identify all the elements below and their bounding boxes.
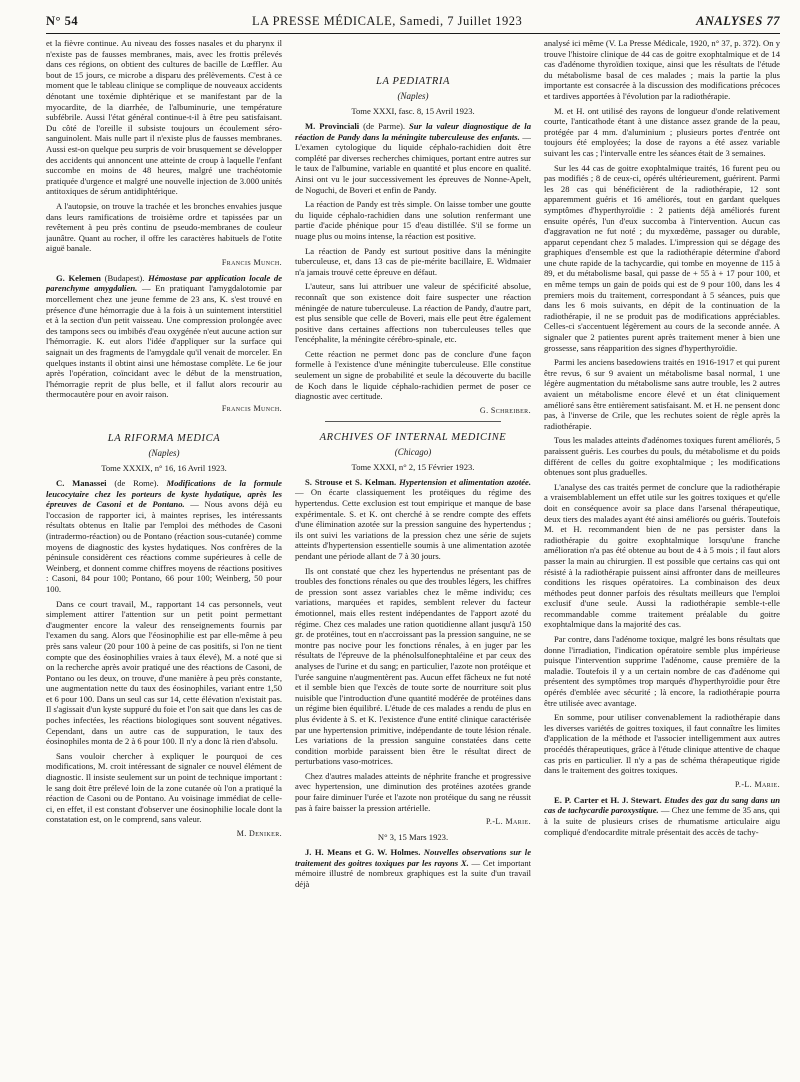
signature: P.-L. Marie.	[734, 779, 780, 789]
journal-issue: Tome XXXIX, n° 16, 16 Avril 1923.	[101, 463, 227, 473]
article-author: E. P. Carter et H. J. Stewart.	[554, 794, 662, 805]
paragraph: analysé ici même (V. La Presse Médicale, 1920, n° 37, p. 372). On y trouve l'histoire clinique de 44 cas de goitre exophtalmique et de 14 cas d'adénome thyroïdien toxique, ainsi que les résultats de l'étude du métabolisme basal de ces malades ; mais la partie la plus importante est consacrée à la discussion des modifications précoces et tardives apportées à l'évolution par la radiothérapie.	[544, 38, 780, 101]
paragraph: La réaction de Pandy est très simple. On laisse tomber une goutte du liquide céphalo-rachidien dans une solution renfermant une partie d'acide phénique pour 15 d'eau distillée. S'il se forme un nuage plus ou moins intense, la réaction est positive.	[295, 199, 531, 241]
article-manassei	[46, 478, 282, 595]
journal-issue: N° 3, 15 Mars 1923.	[377, 832, 449, 843]
journal-section-title: LA RIFORMA MEDICA	[107, 433, 221, 444]
paragraph: Cette réaction ne permet donc pas de conclure d'une façon formelle à l'existence d'une méningite tuberculeuse. Elle constitue seulement un signe de probabilité et seule la découverte du bacille de Koch dans le liquide céphalo-rachidien permet de poser ce diagnostic avec certitude.	[295, 348, 531, 402]
article-text: — On écarte classiquement les protéiques du régime des hypertendus. Cette exclusion est tout empirique et manque de base expérimentale. S. et K. ont cherché à se rendre compte des effets d'une élimination azotée sur la pression sanguine des hypertendus ; ils ont suivi les variations de la pression chez une série de sujets atteints d'hypertension essentielle soumis à une alimentation azotée pendant une période allant de 7 à 30 jours.	[295, 487, 531, 561]
journal-issue: Tome XXXI, n° 2, 15 Février 1923.	[351, 461, 475, 472]
journal-section-title: ARCHIVES OF INTERNAL MEDICINE	[319, 431, 507, 443]
article-title: Sur la valeur diagnostique de la réaction de Pandy dans la méningite tuberculeuse des enfants.	[295, 121, 531, 142]
article-title: Hypertension et alimentation azotée.	[396, 476, 531, 487]
journal-city: (Chicago)	[394, 446, 432, 457]
signature: P.-L. Marie.	[485, 817, 531, 827]
columns	[46, 38, 780, 1072]
author-place: (de Parme).	[359, 121, 409, 131]
article-title: Etudes des gaz du sang dans un cas de tachycardie paroxystique.	[544, 794, 780, 816]
article-kelemen	[46, 273, 282, 400]
author-place: (Budapest).	[100, 272, 149, 283]
paragraph: L'auteur, sans lui attribuer une valeur de spécificité absolue, reconnaît que son existence doit faire suspecter une réaction méningée de nature tuberculeuse. La réaction de Pandy, d'autre part, est plus sensible que celle de Boveri, mais elle peut être également positive dans certaines affections non tuberculeuses telles que l'encéphalite, la méningite cérébro-spinale, etc.	[295, 281, 531, 345]
column-1	[46, 38, 282, 1072]
article-author: C. Manassei	[56, 478, 107, 488]
paragraph: et la fièvre continue. Au niveau des fosses nasales et du pharynx il n'existe pas de fausses membranes, mais, avec les frottis prélevés dans ces régions, on obtient des cultures de bacille de Lœffler. Au bout de 15 jours, ce microbe a disparu des prélèvements. C'est à ce moment que le tableau clinique se complique de nouveaux accidents dénotant une toxémie diphtérique et se manifestant par de la myocardite, de la diarrhée, de l'albuminurie, une température subfébrile. Aussi l'état général continue-t-il à être peu satisfaisant. Du côté de l'oreille il subsiste toujours un écoulement séro-sanguinolent. Mais nulle part il n'existe plus de fausses membranes. Aussi est-on quelque peu surpris de voir brusquement se développer des accidents qui annoncent une atteinte de croup à laquelle l'enfant succombe en moins de 48 heures, malgré une trachéotomie pratiquée d'urgence et malgré une nouvelle injection de 3.000 unités antitoxiques de sérum antidiphtérique.	[46, 38, 282, 197]
article-text: — Cet important mémoire illustré de nombreux graphiques est la suite d'un travail déjà	[295, 857, 531, 890]
article-means-holmes	[295, 847, 531, 889]
article-title: Nouvelles observations sur le traitement des goitres toxiques par les rayons X.	[295, 847, 531, 868]
column-2	[295, 38, 531, 1072]
journal-city: (Naples)	[148, 448, 180, 458]
paragraph: Sur les 44 cas de goitre exophtalmique traités, 16 furent peu ou pas modifiés ; 8 de ceux-ci, opérés ultérieurement, guérirent. Parmi les 28 cas qui bénéficièrent de la radiothérapie, 12 sont apparemment guéris et 16 améliorés, tout en gardant quelques symptômes d'hyperthyroïdie : 2 patients déjà améliorés furent ensuite opérés, l'un d'eux succomba à l'intervention. Aucun cas d'aggravation ne fut noté ; du myxœdème, passager ou durable, apparut cependant chez 5 malades. L'impression qui se dégage des graphiques d'ensemble est que la radiothérapie détermine d'abord une chute rapide de la tachycardie, qui tombe en moyenne de 115 à 89, et du métabolisme basal, qui passe de + 55 à + 17 pour 100, et en même temps un gain de poids qui est de 9 pour 100, dans les 4 premiers mois du traitement, correspondant à 5 séances, puis que dans les 6 mois suivants, en dépit de la continuation de la radiothérapie, il ne se produit pas de modifications appréciables. Celles-ci s'accentuent légèrement au cours de la seconde année. A signaler que 2 patientes purent après traitement mener à bien une grossesse, sans réapparition des signes d'hyperthyroïdie.	[544, 162, 780, 353]
paragraph: L'analyse des cas traités permet de conclure que la radiothérapie a vraisemblablement un effet utile sur les goitres toxiques et qu'elle doit en conséquence avoir sa place dans l'arsenal thérapeutique, deux tiers des malades ayant été ainsi améliorés ou guéris. Toutefois M. et H. recommandent bien de ne pas persister dans la radiothérapie du goitre exophtalmique lorsqu'une franche amélioration n'a pas été obtenue au bout de 4 à 5 mois ; il faut alors passer la main au chirurgien. Il est possible que certains cas qui ont résisté à la radiothérapie puissent ainsi affronter dans de meilleures conditions les risques opératoires. La combinaison des deux méthodes peut donner parfois des résultats meilleurs que l'emploi exclusif d'une seule. Aussi la radiothérapie semble-t-elle recommandable comme traitement préalable du goitre exophtalmique dans la majorité des cas.	[544, 481, 780, 630]
page-header	[46, 14, 780, 34]
paragraph: Chez d'autres malades atteints de néphrite franche et progressive avec hypertension, une diminution des protéines azotées grande pour faire diminuer l'urée et l'azote non protéique du sang ne réussit pas à faire baisser la pression artérielle.	[295, 770, 531, 813]
article-author: S. Strouse et S. Kelman.	[305, 476, 397, 487]
journal-title: LA PRESSE MÉDICALE, Samedi, 7 Juillet 1923	[251, 14, 523, 28]
page-number: N° 54	[46, 14, 79, 28]
paragraph: A l'autopsie, on trouve la trachée et les bronches envahies jusque dans leurs ramifications de troisième ordre et tapissées par un revêtement à peu près continu de pseudo-membranes de couleur jaunâtre. Quant au rocher, il offre les caractères habituels de l'otite aiguë banale.	[46, 200, 282, 254]
paragraph: Sans vouloir chercher à expliquer le pourquoi de ces modifications, M. croit intéressant de signaler ce nouvel élément de diagnostic. Il insiste seulement sur un point de technique important : le sang doit être prélevé loin de la zone cutanée où l'on a pratiqué la réaction de Casoni ou de Pontano. Au voisinage immédiat de celle-ci, en effet, il est constant d'observer une éosinophilie locale dont la constatation est, on le comprend, sans valeur.	[46, 750, 282, 825]
article-text: — Nous avons déjà eu l'occasion de rapporter ici, à maintes reprises, les intéressants résultats obtenus en Italie par l'emploi des méthodes de Casoni (intradermo-réaction) ou de Pontano (réaction sous-cutanée) comme moyens de diagnostic des kystes hydatiques. Nos confrères de la péninsule considèrent ces réactions comme supérieures à celle de Weinberg, et donnent comme chiffres moyens de réactions positives : Casoni, 84 pour 100; Pontano, 66 pour 100; Weinberg, 50 pour 100.	[46, 499, 282, 594]
article-author: J. H. Means et G. W. Holmes.	[305, 847, 421, 858]
paragraph: Parmi les anciens basedowiens traités en 1916-1917 et qui purent être revus, 6 sur 9 avaient un métabolisme basal normal, 1 une légère augmentation du métabolisme sans autre trouble, les 2 autres avaient un métabolisme encore élevé et un état cliniquement amélioré sans être entièrement satisfaisant. M. et H. ne pensent donc pas, à l'inverse de Crile, que les rechutes soient de règle après la radiothérapie.	[544, 357, 780, 431]
paragraph: Dans ce court travail, M., rapportant 14 cas personnels, veut simplement attirer l'attention sur un petit point permettant d'augmenter encore la valeur des renseignements fournis par l'examen du sang. Alors que l'éosinophilie est par elle-même à peu près sans valeur (20 pour 100 à peine de cas positifs, si l'on ne tient compte que des éosinophilies vraies à taux élevé), M. a noté que si on la recherche après avoir pratiqué une des réactions de Casoni, de Pontano ou les deux, on trouve, d'une manière à peu près constante, une augmentation nette du taux des éosinophiles, variant entre 1,50 et 6 pour 100. Dans un seul cas sur 14, cette élévation n'existait pas. Il s'agissait d'un kyste suppuré du foie et l'on sait que dans les cas de poches infectées, les réactions biologiques sont souvent négatives. Cependant, dans un autre cas de suppuration, le taux des éosinophiles monta de 2 à 6 pour 100. Il n'y a donc là rien d'absolu.	[46, 598, 282, 747]
journal-issue: Tome XXXI, fasc. 8, 15 Avril 1923.	[351, 106, 475, 116]
article-text: — Chez une femme de 35 ans, qui à la suite de plusieurs crises de rhumatisme articulaire aigu compliqué d'endocardite mitrale présentait des accès de tachy-	[544, 805, 780, 837]
author-place: (de Rome).	[106, 478, 167, 488]
newspaper-page	[46, 14, 780, 1074]
signature: Francis Munch.	[221, 257, 282, 267]
paragraph: La réaction de Pandy est surtout positive dans la méningite tuberculeuse, et, dans 13 cas de pie-mérite bacillaire, E. Widmaier n'a jamais trouvé cette épreuve en défaut.	[295, 245, 531, 277]
article-title: Modifications de la formule leucocytaire chez les porteurs de kyste hydatique, après les épreuves de Casoni et de Pontano.	[46, 478, 282, 510]
signature: M. Deniker.	[236, 829, 282, 838]
paragraph: En somme, pour utiliser convenablement la radiothérapie dans les diverses variétés de goitres toxiques, il faut connaître les limites d'application de la méthode et l'associer intelligemment aux autres procédés thérapeutiques, grâce à l'étude clinique attentive de chaque cas pris en particulier. Il n'y a pas de schéma thérapeutique rigide dans le traitement des goitres toxiques.	[544, 712, 780, 776]
paragraph: Tous les malades atteints d'adénomes toxiques furent améliorés, 5 paraissent guéris. Les courbes du pouls, du métabolisme et du poids différent de celles du goitre exophtalmique ; les modifications obtenues sont plus graduelles.	[544, 435, 780, 478]
journal-city: (Naples)	[397, 91, 429, 101]
article-text: — L'examen cytologique du liquide céphalo-rachidien doit être complété par diverses recherches chimiques, portant entre autres sur le taux de l'albumine, variable en quantité et plus encore en qualité. Ainsi ont vu le jour successivement les épreuves de Nonne-Apelt, de Noguchi, de Boveri et enfin de Pandy.	[295, 131, 531, 195]
article-author: G. Kelemen	[56, 272, 101, 283]
section-page-label: ANALYSES 77	[696, 14, 780, 28]
paragraph: Par contre, dans l'adénome toxique, malgré les bons résultats que donne l'irradiation, l'indication opératoire semble plus impérieuse puisque l'intervention supprime l'adénome, cause première de la maladie. Toutefois il y a un certain nombre de cas d'adénome qui présentent des symptômes trop marqués d'hyperthyroïdie pour être opérés d'emblée avec sécurité ; là encore, la radiothérapie pourra être utilisée avec avantage.	[544, 634, 780, 708]
divider	[325, 421, 501, 422]
signature: Francis Munch.	[221, 404, 282, 413]
article-text: — En pratiquant l'amygdalotomie par morcellement chez une jeune femme de 23 ans, K. s'est trouvé en présence d'une hémorragie due à la fois à un suintement interstitiel et à la section d'un petit vaisseau. Une compression prolongée avec des tampons secs ou imbibés d'eau oxygénée n'eut aucune action sur l'hémorragie. K. eut alors l'idée d'appliquer sur la surface qui saignait un des fragments de l'amygdale qu'il venait de morceler. En quelques instants il obtint ainsi une hémostase complète. Le 6e jour après l'opération, coïncidant avec le début de la menstruation, l'hémorragie reprit de plus belle, et il fallut alors recourir au thermocautère pour en avoir raison.	[46, 283, 282, 400]
article-provinciali	[295, 121, 531, 195]
article-author: M. Provinciali	[305, 121, 360, 131]
paragraph: M. et H. ont utilisé des rayons de longueur d'onde relativement courte, l'anticathode étant à une distance assez grande de la peau, protégée par 4 mm. d'aluminium ; plusieurs portes d'entrée ont toujours été employées; la dose de rayons a été assez variable suivant les cas ; l'intervalle entre les séances était de 3 semaines.	[544, 105, 780, 158]
signature: G. Schreiber.	[479, 405, 531, 415]
journal-section-title: LA PEDIATRIA	[376, 76, 450, 87]
article-title: Hémostase par application locale de parenchyme amygdalien.	[46, 272, 282, 294]
article-strouse-kelman	[295, 477, 531, 562]
article-carter-stewart	[544, 795, 780, 837]
paragraph: Ils ont constaté que chez les hypertendus ne présentant pas de troubles des fonctions rénales ou que des troubles légers, les chiffres de pression sont assez variables chez le même individu; ces variations, marquées et rapides, semblent relever du facteur émotionnel, mais elles restent indépendantes de l'apport azoté du régime. Chez ces malades une ration quotidienne allant jusqu'à 150 gr. de protéines, tout en n'accroissant pas la pression sanguine, ne se montre pas nocive pour les fonctions rénales, à en juger par les résultats de l'épreuve de la phénolsulfonephtaléine et par ceux des analyses de l'urine et du sang; en particulier, l'azote non protéique et l'urée sanguine n'augmentèrent pas. Aucun effet fâcheux ne fut noté et il semble bien que l'excès de toute sorte de nourriture soit plus nuisible que l'introduction d'une quantité modérée de protéines dans un régime bien équilibré. L'étude de ces malades a rendu de plus en plus évidente à S. et K. l'existence d'une entité clinique caractérisée par une hypertension primitive, indépendante de toute lésion rénale. Les variations de la pression sanguine constatées dans cette condition morbide paraissent bien être le résultat direct de perturbations vaso-motrices.	[295, 565, 531, 767]
column-3	[544, 38, 780, 1072]
